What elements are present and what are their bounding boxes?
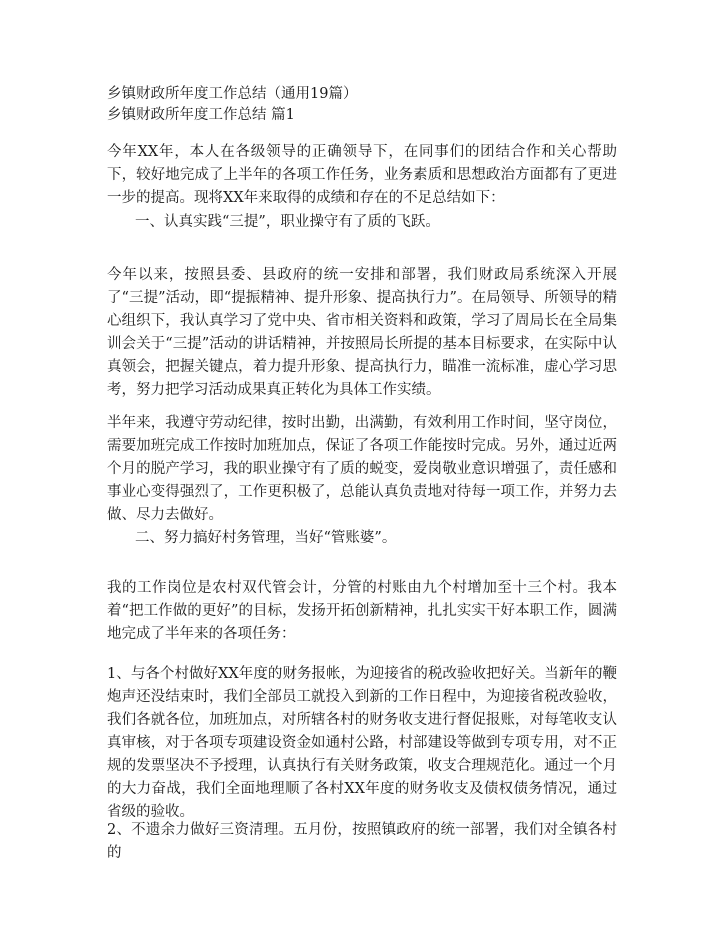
section-heading-1: 一、认真实践“三提”，职业操守有了质的飞跃。: [135, 214, 440, 230]
paragraph-3: 我的工作岗位是农村双代管会计，分管的村账由九个村增加至十三个村。我本着“把工作做的更好”的目标，发扬开拓创新精神，扎扎实实干好本职工作，圆满地完成了半年来的各项任务：: [107, 580, 617, 642]
document-title: 乡镇财政所年度工作总结（通用19篇）: [107, 86, 358, 102]
section-heading-2: 二、努力搞好村务管理，当好“管账婆”。: [135, 530, 397, 546]
paragraph-4: 1、与各个村做好XX年度的财务报帐，为迎接省的税改验收把好关。当新年的鞭炮声还没结束时，我们全部员工就投入到新的工作日程中，为迎接省税改验收，我们各就各位，加班加点，对所辖各村的财务收支进行督促报账，对每笔收支认真审核，对于各项专项建设资金如通村公路，村部建设等做到专项专用，对不正规的发票坚决不予授理，认真执行有关财务政策，收支合理规范化。通过一个月的大力奋战，我们全面地理顺了各村XX年度的财务收支及债权债务情况，通过省级的验收。: [107, 666, 617, 820]
paragraph-2: 半年来，我遵守劳动纪律，按时出勤，出满勤，有效利用工作时间，坚守岗位，需要加班完成工作按时加班加点，保证了各项工作能按时完成。另外，通过近两个月的脱产学习，我的职业操守有了质的蜕变，爱岗敬业意识增强了，责任感和事业心变得强烈了，工作更积极了，总能认真负责地对待每一项工作，并努力去做、尽力去做好。: [107, 415, 617, 523]
document-header: [107, 84, 627, 126]
intro-paragraph: 今年XX年，本人在各级领导的正确领导下，在同事们的团结合作和关心帮助下，较好地完成了上半年的各项工作任务，业务素质和思想政治方面都有了更进一步的提高。现将XX年来取得的成绩和存在的不足总结如下：: [107, 144, 617, 206]
paragraph-5: 2、不遗余力做好三资清理。五月份，按照镇政府的统一部署，我们对全镇各村的: [107, 822, 617, 861]
document-subtitle: 乡镇财政所年度工作总结 篇1: [107, 107, 295, 123]
paragraph-1: 今年以来，按照县委、县政府的统一安排和部署，我们财政局系统深入开展了“三提”活动，即“提振精神、提升形象、提高执行力”。在局领导、所领导的精心组织下，我认真学习了党中央、省市相关资料和政策，学习了周局长在全局集训会关于“三提”活动的讲话精神，并按照局长所提的基本目标要求，在实际中认真领会，把握关键点，着力提升形象、提高执行力，瞄准一流标准，虚心学习思考，努力把学习活动成果真正转化为具体工作实绩。: [107, 267, 617, 398]
